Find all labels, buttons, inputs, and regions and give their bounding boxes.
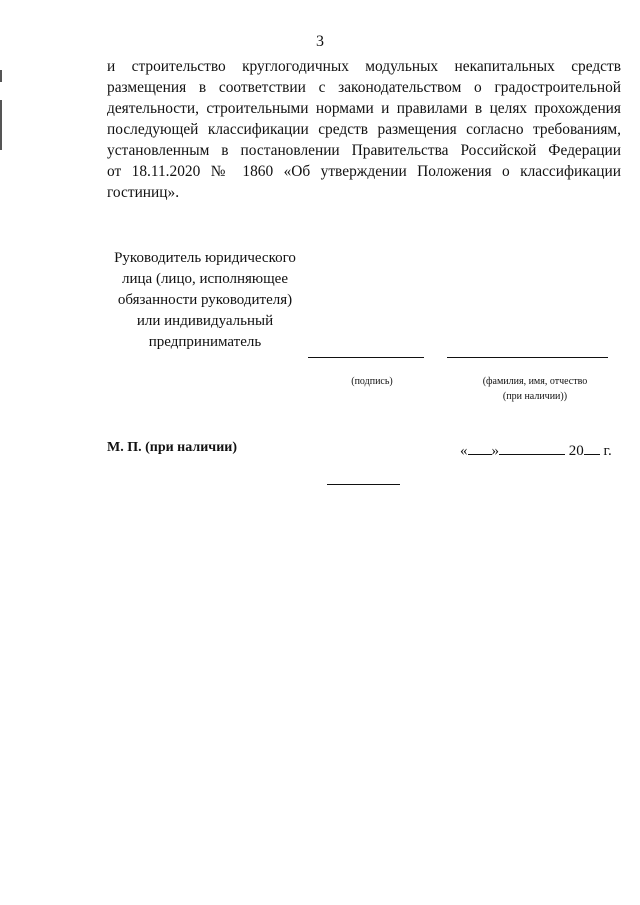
body-line: и строительство круглогодичных модульных некапитальных средств [107,58,621,75]
signer-line: или индивидуальный [136,313,274,329]
page-number: 3 [316,33,324,50]
end-rule [327,484,400,485]
margin-mark [0,100,2,150]
month-blank [499,440,565,455]
signer-line: лица (лицо, исполняющее [122,271,288,287]
year-suffix: г. [603,443,612,459]
date-close-quote: » [491,443,499,459]
body-line: размещения в соответствии с законодательством о градостроительной [107,79,621,96]
body-line: гостиниц». [107,184,180,201]
margin-mark [0,70,2,82]
body-line: последующей классификации средств размещения согласно требованиям, [107,121,621,138]
body-paragraph [107,56,621,203]
full-name-line [447,357,608,358]
signer-line: предприниматель [148,334,262,350]
day-blank [468,440,492,455]
stamp-label: М. П. (при наличии) [107,440,237,455]
signer-line: Руководитель юридического [114,250,296,266]
signature-line [308,357,424,358]
body-line: деятельности, строительными нормами и правилами в целях прохождения [107,100,621,117]
full-name-caption-line: (фамилия, имя, отчество [482,376,588,387]
date-field [460,440,622,460]
body-line: установленным в постановлении Правительства Российской Федерации [107,142,621,159]
signer-line: обязанности руководителя) [117,292,293,308]
signer-title [100,248,310,353]
signature-caption: (подпись) [351,376,393,387]
body-line: от 18.11.2020 № 1860 «Об утверждении Положения о классификации [107,163,621,180]
year-blank [584,440,600,455]
full-name-caption [455,374,615,404]
date-open-quote: « [460,443,468,459]
full-name-caption-line: (при наличии)) [502,391,568,402]
year-prefix: 20 [568,443,584,459]
